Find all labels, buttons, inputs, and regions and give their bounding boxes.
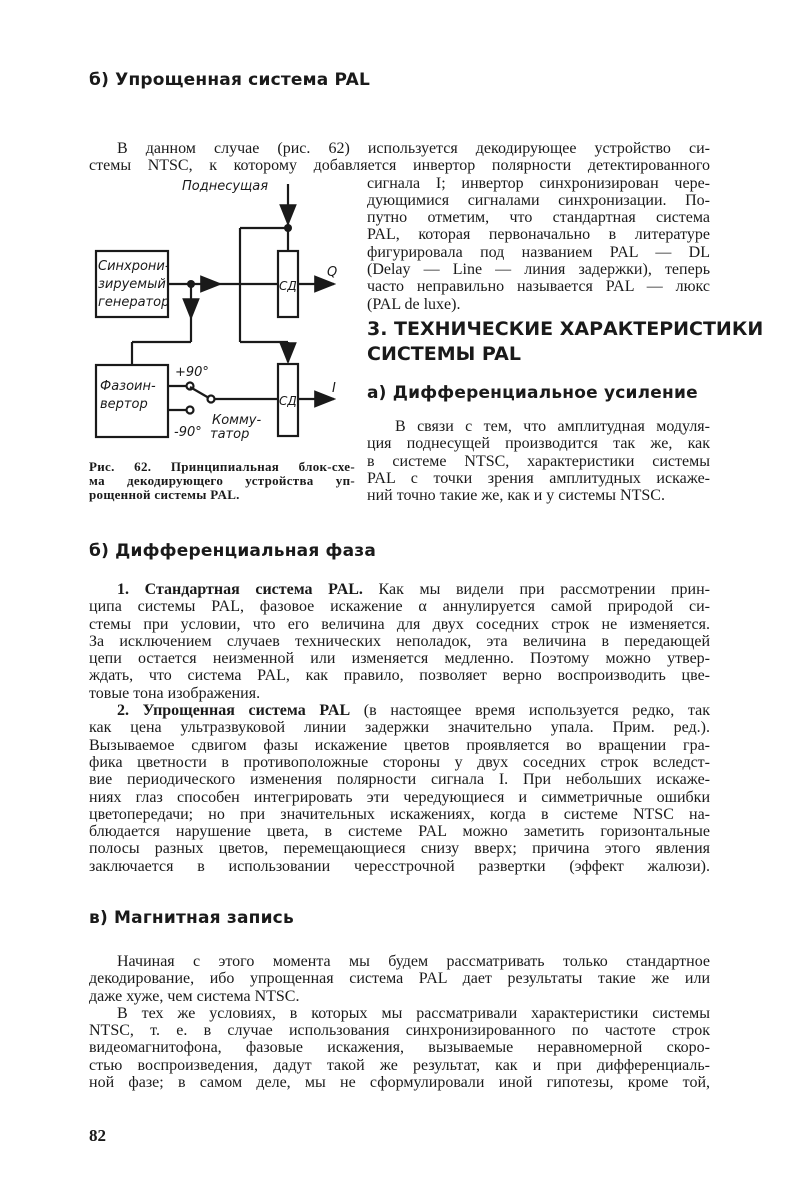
heading-diff-gain: а) Дифференциальное усиление <box>367 383 698 403</box>
text-line: заключается в использовании чересстрочной развертки (эффект жалюзи). <box>89 857 710 875</box>
block-diagram <box>80 140 360 450</box>
label-switch: Комму- <box>212 413 262 428</box>
heading-line: СИСТЕМЫ PAL <box>367 343 521 365</box>
text-line: PAL, которая первоначально в литературе <box>367 226 710 244</box>
heading-simplified-pal: б) Упрощенная система PAL <box>89 70 371 90</box>
text-line: фика цветности в противоположные стороны у двух соседних строк вследст- <box>89 753 710 771</box>
text-line: даже хуже, чем система NTSC. <box>89 987 300 1005</box>
caption-line: рощенной системы PAL. <box>89 487 240 502</box>
diff-phase-text <box>89 581 710 875</box>
text-line: стемы NTSC, к которому добавляется инвертор полярности детектированного <box>89 157 710 175</box>
text-line <box>89 581 710 598</box>
text-line: (PAL de luxe). <box>367 295 461 313</box>
text-line: стью воспроизведения, дадут такой же результат, как и при дифференциаль- <box>89 1056 710 1074</box>
intro-right-column <box>367 175 710 313</box>
text-line: В тех же условиях, в которых мы рассматривали характеристики системы <box>117 1004 710 1022</box>
text-line: вие периодического изменения полярности сигнала I. При небольших искаже- <box>89 771 710 789</box>
text-line: цепи остается неизменной или изменяется медленно. Поэтому можно утвер- <box>89 650 710 668</box>
heading-magnetic-recording: в) Магнитная запись <box>89 908 294 928</box>
text-line: В данном случае (рис. 62) используется декодирующее устройство си- <box>117 140 710 157</box>
text-line: блюдается нарушение цвета, в системе PAL можно заметить горизонтальные <box>89 823 710 841</box>
label-minus90: -90° <box>174 425 202 440</box>
label-out-i: I <box>332 381 336 396</box>
caption-line: Рис. 62. Принципиальная блок-схе- <box>89 459 355 474</box>
text-line: В связи с тем, что амплитудная модуля- <box>395 418 710 435</box>
text-line: ниях глаз способен интегрировать эти чередующиеся и симметричные ошибки <box>89 788 710 806</box>
label-switch: татор <box>210 427 250 442</box>
text-line: видеомагнитофона, фазовые искажения, вызываемые неравномерной скоро- <box>89 1039 710 1057</box>
text-line: ной фазе; в самом деле, мы не сформулировали иной гипотезы, кроме той, <box>89 1074 710 1092</box>
text-line: ция поднесущей производится так же, как <box>367 435 710 453</box>
page-number: 82 <box>89 1126 106 1145</box>
text-line: ципа системы PAL, фазовое искажение α аннулируется самой природой си- <box>89 598 710 616</box>
text-line: путно отметим, что стандартная система <box>367 209 710 227</box>
text-line <box>89 702 710 719</box>
item-title: 2. Упрощенная система PAL <box>117 702 351 720</box>
figure-caption <box>89 460 355 502</box>
text-line: ждать, что система PAL, как правило, позволяет верно воспроизводить цве- <box>89 667 710 685</box>
text-line: как цена ультразвуковой линии задержки значительно упала. Прим. ред.). <box>89 719 710 737</box>
text-line: полосы разных цветов, перемещающиеся снизу вверх; причина этого явления <box>89 840 710 858</box>
text-line: (Delay — Line — линия задержки), теперь <box>367 261 710 279</box>
text-span: (в настоящее время используется редко, так <box>350 702 711 720</box>
label-sync-gen: Синхрони- <box>98 259 170 274</box>
text-line: сигнала I; инвертор синхронизирован чере- <box>367 174 710 192</box>
text-line: NTSC, т. е. в случае использования синхронизированного по частоте строк <box>89 1022 710 1040</box>
magnetic-text <box>89 953 710 1091</box>
heading-section3 <box>367 317 763 367</box>
text-line: PAL с точки зрения амплитудных искаже- <box>367 469 710 487</box>
diff-gain-text <box>367 418 710 504</box>
text-line: декодирование, ибо упрощенная система PAL дает результаты такие же или <box>89 970 710 988</box>
text-line: фигурировала под названием PAL — DL <box>367 243 710 261</box>
label-sd-i: СД <box>279 394 297 408</box>
label-phase-inverter: Фазоин- <box>100 379 156 394</box>
text-line: дующимися сигналами синхронизации. По- <box>367 191 710 209</box>
text-line: товые тона изображения. <box>89 684 261 702</box>
heading-diff-phase: б) Дифференциальная фаза <box>89 541 377 561</box>
text-line: Начиная с этого момента мы будем рассматривать только стандартное <box>117 953 710 970</box>
text-line: Вызываемое сдвигом фазы искажение цветов проявляется во вращении гра- <box>89 736 710 754</box>
label-sync-gen: зируемый <box>98 277 166 292</box>
label-sd-q: СД <box>279 279 297 293</box>
item-title: 1. Стандартная система PAL. <box>117 581 363 598</box>
label-subcarrier: Поднесущая <box>182 179 269 194</box>
text-line: стемы при условии, что его величина для двух соседних строк не изменяется. <box>89 615 710 633</box>
caption-line: ма декодирующего устройства уп- <box>89 473 355 488</box>
label-out-q: Q <box>327 265 338 280</box>
text-line: цветопередачи; но при значительных искажениях, когда в системе NTSC на- <box>89 805 710 823</box>
text-span: Как мы видели при рассмотрении прин- <box>362 581 711 598</box>
text-line: ний точно такие же, как и у системы NTSC. <box>367 487 665 505</box>
label-phase-inverter: вертор <box>100 397 148 412</box>
text-line: За исключением случаев технических неполадок, эта величина в передающей <box>89 632 710 650</box>
label-sync-gen: генератор <box>98 295 170 310</box>
text-line: в системе NTSC, характеристики системы <box>367 452 710 470</box>
text-line: часто неправильно называется PAL — люкс <box>367 278 710 296</box>
label-plus90: +90° <box>175 365 209 380</box>
heading-line: 3. ТЕХНИЧЕСКИЕ ХАРАКТЕРИСТИКИ <box>367 318 764 340</box>
